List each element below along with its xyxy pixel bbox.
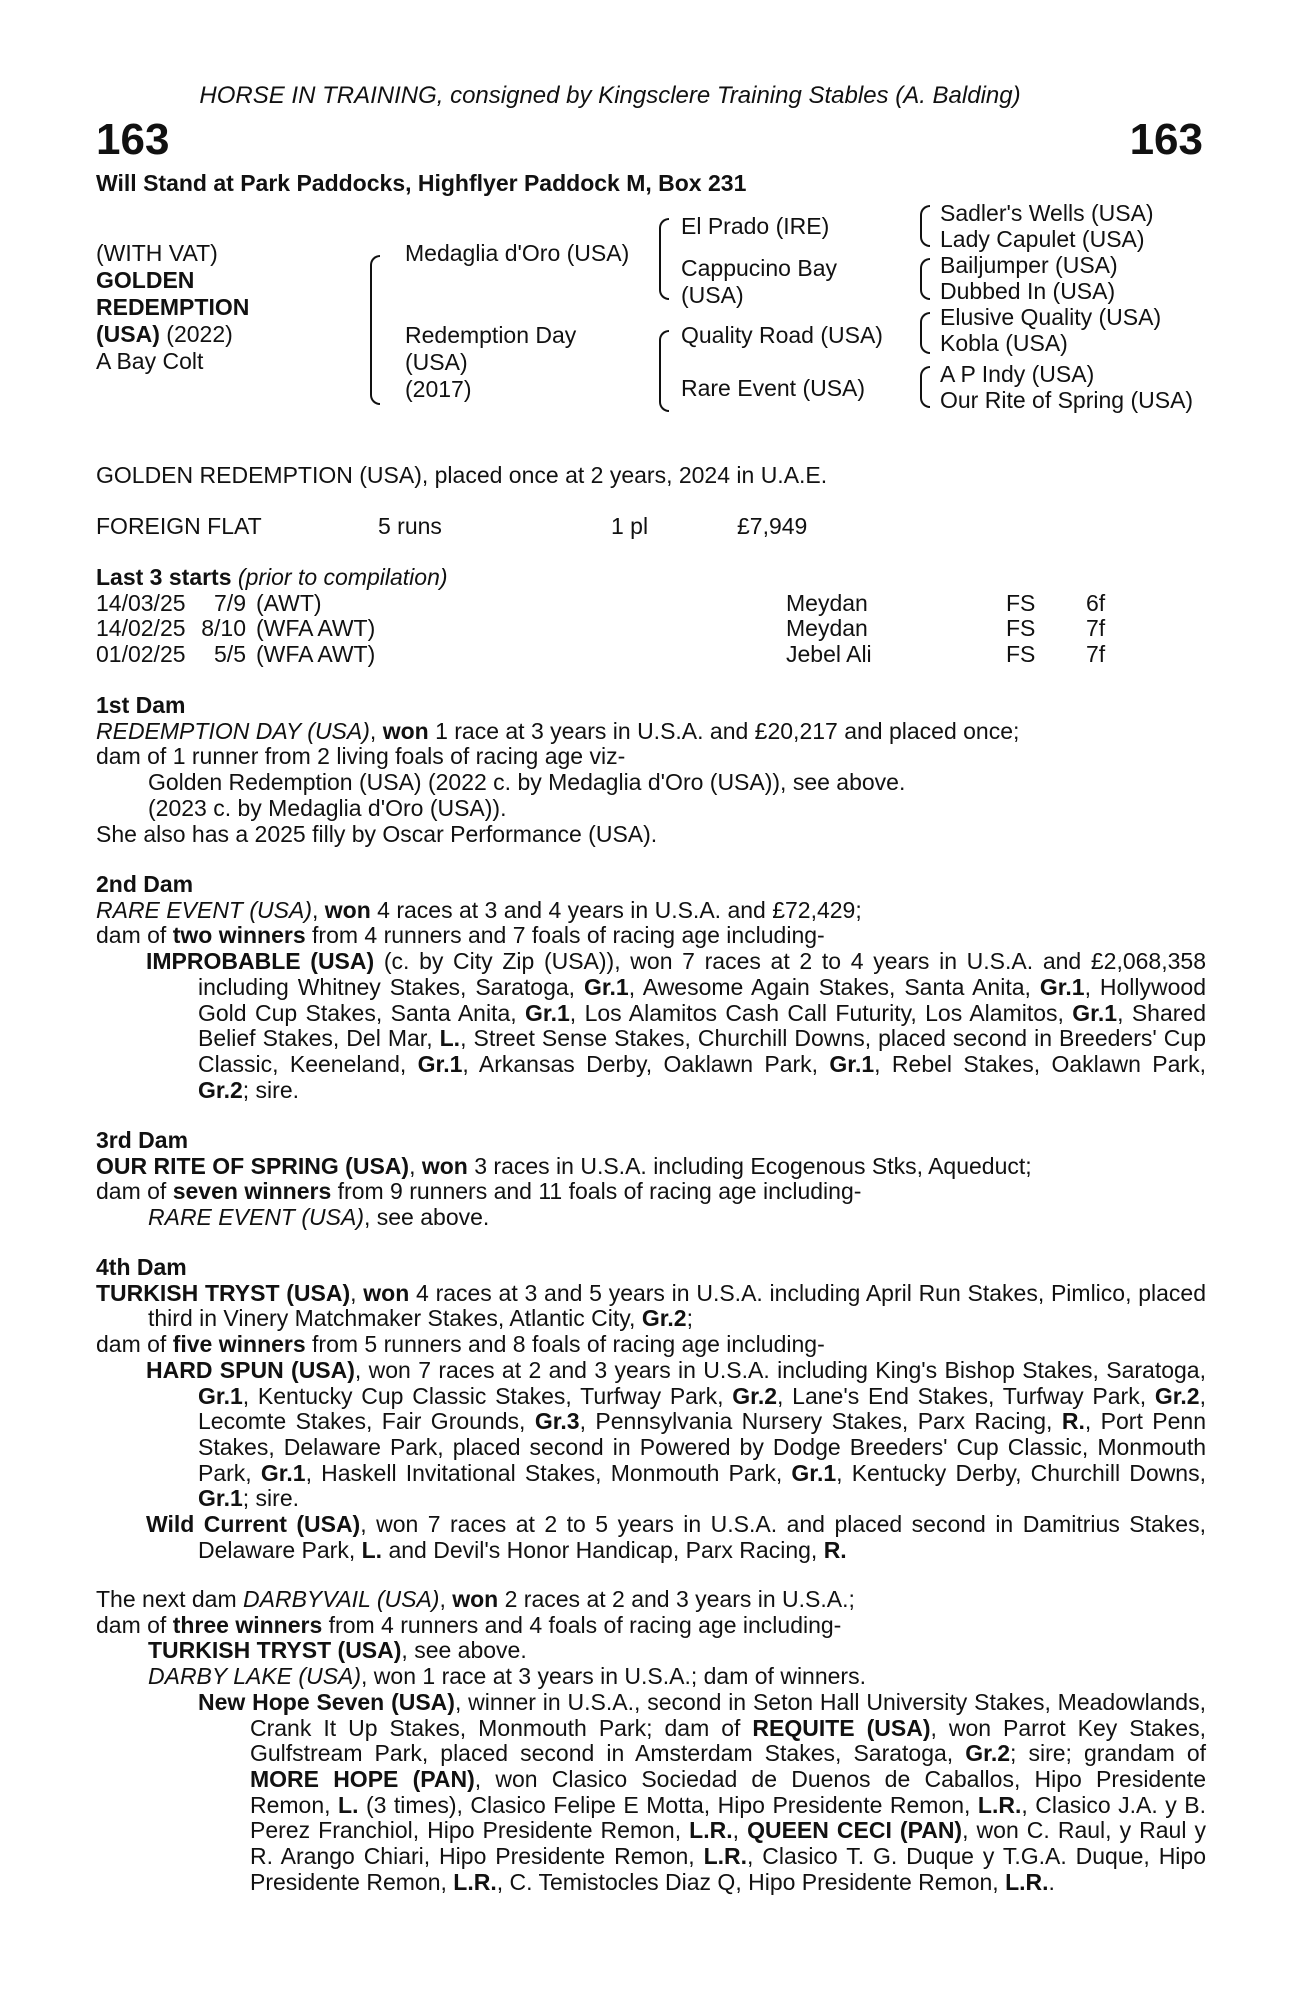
grade: Gr.1 [260, 1459, 306, 1486]
fourth-dam-section [96, 1255, 1206, 1563]
start-dist: 7f [1086, 641, 1106, 668]
text: , Clasico J.A. y B. Perez Franchiol, Hipo Presidente Remon, [250, 1791, 1206, 1844]
produce-prefix: dam of [96, 1178, 173, 1205]
produce-suffix: from 4 runners and 7 foals of racing age including- [305, 922, 825, 949]
pedigree-dss: Elusive Quality (USA) [940, 304, 1162, 330]
start-going: FS [1006, 641, 1036, 668]
text: ; sire; grandam of [1010, 1740, 1206, 1767]
first-dam-name: REDEMPTION DAY (USA) [96, 717, 370, 744]
winners-count: three winners [172, 1611, 323, 1638]
last-starts-title: Last 3 starts [96, 564, 232, 590]
grade: L.R. [453, 1868, 497, 1895]
third-dam-title: 3rd Dam [96, 1127, 189, 1153]
produce-prefix: dam of [96, 1611, 173, 1638]
text: , Pennsylvania Nursery Stakes, Parx Racing, [579, 1408, 1062, 1435]
record-prize: £7,949 [737, 513, 808, 539]
pedigree-dam-sire: Quality Road (USA) [681, 322, 883, 348]
second-dam-text: 4 races at 3 and 4 years in U.S.A. and £72,429; [370, 896, 862, 923]
first-dam-section: 1st Dam REDEMPTION DAY (USA), won 1 race at 3 years in U.S.A. and £20,217 and placed once; dam of 1 runner from 2 living foals of racing age viz- Golden Redemption (USA) (2022 c. by Medaglia d'Oro (USA)), see above. (2023 c. by Medaglia d'Oro (USA)). She also has a 2025 filly by Oscar Performance (USA). [96, 693, 1206, 847]
won-label: won [421, 1152, 468, 1179]
pedigree-dam-line1: Redemption Day [405, 322, 577, 348]
text: , Clasico T. G. Duque y T.G.A. Duque, Hipo Presidente Remon, [250, 1843, 1206, 1895]
pedigree-dam-line3: (2017) [405, 376, 472, 402]
third-dam-text: 3 races in U.S.A. including Ecogenous Stks, Aqueduct; [467, 1152, 1032, 1179]
pedigree-sire: Medaglia d'Oro (USA) [405, 240, 630, 266]
grade: Gr.1 [417, 1050, 463, 1077]
won-label: won [382, 717, 429, 744]
text: ; [686, 1305, 693, 1332]
start-going: FS [1006, 589, 1036, 616]
produce-prefix: dam of [96, 922, 173, 949]
grade: Gr.1 [1039, 973, 1085, 1000]
lot-number-right: 163 [1129, 115, 1203, 164]
text: , Lecomte Stakes, Fair Grounds, [198, 1382, 1206, 1435]
grade: Gr.1 [791, 1459, 837, 1486]
last-starts [96, 565, 1206, 668]
pedigree-third-gen-top [940, 200, 1161, 356]
hard-spun-entry [96, 1358, 1206, 1512]
horse-info [96, 240, 249, 375]
pedigree-dam-dam: Rare Event (USA) [681, 375, 866, 401]
grade: Gr.1 [525, 999, 570, 1026]
start-pos: 8/10 [201, 615, 246, 642]
text: , Los Alamitos Cash Call Futurity, Los Alamitos, [569, 999, 1073, 1026]
text: , won Parrot Key Stakes, Gulfstream Park, placed second in Amsterdam Stakes, Saratoga, [250, 1714, 1206, 1767]
horse-year: (2022) [159, 321, 233, 347]
first-dam-note: She also has a 2025 filly by Oscar Performance (USA). [96, 820, 658, 847]
grade: L.R. [1005, 1868, 1049, 1895]
pedigree-dam-line2: (USA) [405, 349, 468, 375]
first-dam-produce-line: dam of 1 runner from 2 living foals of racing age viz- [96, 743, 626, 770]
grade: L.R. [977, 1791, 1022, 1818]
lot-number-left: 163 [96, 115, 170, 164]
pedigree-brace-1 [370, 255, 380, 405]
first-dam-title: 1st Dam [96, 692, 186, 718]
queen-ceci-name: QUEEN CECI (PAN) [747, 1817, 963, 1844]
produce-prefix: dam of [96, 1331, 173, 1358]
text: 2 races at 2 and 3 years in U.S.A.; [498, 1586, 855, 1612]
start-row [96, 591, 1206, 617]
start-date: 14/03/25 [96, 589, 186, 616]
next-dam-section [96, 1587, 1206, 1895]
horse-name-line2: REDEMPTION [96, 294, 250, 320]
catalogue-header: HORSE IN TRAINING, consigned by Kingsclere Training Stables (A. Balding) [199, 82, 1021, 109]
darby-lake-name: DARBY LAKE (USA) [148, 1663, 362, 1690]
text: . [1048, 1868, 1055, 1895]
grade: R. [823, 1536, 847, 1563]
horse-name-line3: (USA) [96, 321, 160, 347]
turkish-tryst-ref: TURKISH TRYST (USA) [148, 1637, 402, 1664]
text: 4 races at 3 and 5 years in U.S.A. including April Run Stakes, Pimlico, placed third in Vinery Matchmaker Stakes, Atlantic City, [148, 1279, 1207, 1332]
text: , Hollywood Gold Cup Stakes, Santa Anita, [198, 973, 1206, 1026]
pedigree-sire-sire: El Prado (IRE) [681, 213, 830, 239]
second-dam-section: 2nd Dam RARE EVENT (USA), won 4 races at 3 and 4 years in U.S.A. and £72,429; dam of two winners from 4 runners and 7 foals of racing age including- IMPROBABLE (USA) (c. by City Zip (USA)), won 7 races at 2 to 4 years in U.S.A. and £2,068,358 including Whitney Stakes, Saratoga, Gr.1, Awesome Again Stakes, Santa Anita, Gr.1, Hollywood Gold Cup Stakes, Santa Anita, Gr.1, Los Alamitos Cash Call Futurity, Los Alamitos, Gr.1, Shared Belief Stakes, Del Mar, L., Street Sense Stakes, Churchill Downs, placed second in Breeders' Cup Classic, Keeneland, Gr.1, Arkansas Derby, Oaklawn Park, Gr.1, Rebel Stakes, Oaklawn Park, Gr.2; sire. [96, 871, 1206, 1103]
text: , [732, 1817, 748, 1844]
text: ; sire. [242, 1485, 299, 1512]
start-race: (AWT) [256, 589, 322, 616]
pedigree-sire-dam [681, 255, 837, 309]
horse-name-line1: GOLDEN [96, 267, 195, 293]
text: , Street Sense Stakes, Churchill Downs, placed second in Breeders' Cup Classic, Keeneland, [198, 1025, 1206, 1077]
pedigree-ddd: Our Rite of Spring (USA) [940, 387, 1194, 413]
start-race: (WFA AWT) [256, 641, 376, 668]
winners-count: seven winners [172, 1178, 332, 1205]
last-starts-note: (prior to compilation) [231, 564, 448, 590]
grade: Gr.1 [829, 1050, 875, 1077]
record-label: FOREIGN FLAT [96, 513, 262, 539]
first-dam-text: 1 race at 3 years in U.S.A. and £20,217 and placed once; [428, 717, 1020, 744]
first-dam-foal-1: Golden Redemption (USA) (2022 c. by Medaglia d'Oro (USA)), see above. [148, 769, 906, 796]
third-dam-name: OUR RITE OF SPRING (USA) [96, 1152, 410, 1179]
more-hope-name: MORE HOPE (PAN) [250, 1765, 475, 1792]
last-starts-rows [96, 591, 1206, 668]
start-going: FS [1006, 615, 1036, 642]
start-course: Meydan [786, 589, 868, 616]
start-race: (WFA AWT) [256, 615, 376, 642]
text: , Kentucky Cup Classic Stakes, Turfway Park, [242, 1382, 733, 1409]
second-dam-title: 2nd Dam [96, 871, 194, 897]
text: , C. Temistocles Diaz Q, Hipo Presidente Remon, [496, 1868, 1006, 1895]
grade: R. [1061, 1408, 1085, 1435]
won-label: won [452, 1586, 499, 1612]
text: , Kentucky Derby, Churchill Downs, [836, 1459, 1206, 1486]
fourth-dam-line: TURKISH TRYST (USA), won 4 races at 3 and 5 years in U.S.A. including April Run Stakes, Pimlico, placed third in Vinery Matchmaker Stakes, Atlantic City, Gr.2; [96, 1279, 1207, 1332]
grade: Gr.2 [1154, 1382, 1200, 1409]
start-row [96, 616, 1206, 642]
pedigree-dsd: Kobla (USA) [940, 330, 1068, 356]
grade: Gr.1 [1072, 999, 1118, 1026]
pedigree-dam [405, 322, 576, 403]
grade: L. [439, 1025, 461, 1052]
grade: L.R. [689, 1817, 733, 1844]
pedigree-brace-3 [659, 330, 669, 412]
horse-sex: A Bay Colt [96, 348, 204, 374]
third-dam-section: 3rd Dam OUR RITE OF SPRING (USA), won 3 races in U.S.A. including Ecogenous Stks, Aqueduct; dam of seven winners from 9 runners and 11 foals of racing age including- RARE EVENT (USA), see above. [96, 1128, 1206, 1231]
grade: Gr.2 [641, 1305, 687, 1332]
pedigree-sdd: Dubbed In (USA) [940, 278, 1116, 304]
pedigree-brace-6 [920, 312, 930, 354]
start-pos: 5/5 [214, 641, 246, 668]
start-course: Meydan [786, 615, 868, 642]
produce-suffix: from 5 runners and 8 foals of racing age including- [305, 1331, 825, 1358]
new-hope-seven-name: New Hope Seven (USA) [198, 1688, 455, 1715]
produce-suffix: from 9 runners and 11 foals of racing age including- [331, 1178, 862, 1205]
won-label: won [324, 896, 371, 923]
text: , won C. Raul, y Raul y R. Arango Chiari, Hipo Presidente Remon, [250, 1817, 1207, 1870]
see-above: , see above. [363, 1204, 490, 1231]
pedigree-third-gen-bottom [940, 361, 1193, 413]
text: , won 7 races at 2 and 3 years in U.S.A. including King's Bishop Stakes, Saratoga, [354, 1356, 1206, 1383]
fourth-dam-title: 4th Dam [96, 1254, 187, 1280]
pedigree-sire-dam-line2: (USA) [681, 282, 744, 308]
vat-note: (WITH VAT) [96, 240, 218, 266]
pedigree-sss: Sadler's Wells (USA) [940, 200, 1154, 226]
text: , Shared Belief Stakes, Del Mar, [198, 999, 1206, 1052]
text: , [439, 1586, 453, 1612]
first-dam-foal-2: (2023 c. by Medaglia d'Oro (USA)). [148, 794, 507, 821]
improbable-name: IMPROBABLE (USA) [146, 948, 375, 975]
text: , Haskell Invitational Stakes, Monmouth Park, [305, 1459, 792, 1486]
text: , won 7 races at 2 to 5 years in U.S.A. and placed second in Damitrius Stakes, Delaware Park, [198, 1511, 1206, 1563]
wild-current-name: Wild Current (USA) [146, 1511, 361, 1538]
text: , Lane's End Stakes, Turfway Park, [777, 1382, 1155, 1409]
pedigree-sire-dam-line1: Cappucino Bay [681, 255, 837, 281]
winners-count: two winners [172, 922, 306, 949]
grade: L.R. [703, 1843, 748, 1870]
text: , won 1 race at 3 years in U.S.A.; dam of winners. [361, 1663, 866, 1690]
pedigree-ssd: Lady Capulet (USA) [940, 226, 1145, 252]
text: The next dam [96, 1586, 244, 1612]
see-above: , see above. [401, 1637, 527, 1664]
grade: L. [338, 1791, 359, 1818]
pedigree-dds: A P Indy (USA) [940, 361, 1095, 387]
start-date: 14/02/25 [96, 615, 186, 642]
start-dist: 7f [1086, 615, 1106, 642]
text: , Arkansas Derby, Oaklawn Park, [462, 1050, 830, 1077]
grade: Gr.2 [732, 1382, 778, 1409]
requite-name: REQUITE (USA) [752, 1714, 931, 1741]
grade: Gr.1 [198, 1382, 243, 1409]
grade: Gr.1 [198, 1485, 243, 1512]
pedigree-sds: Bailjumper (USA) [940, 252, 1118, 278]
wild-current-entry [96, 1512, 1206, 1563]
record-runs: 5 runs [378, 513, 442, 539]
race-summary: GOLDEN REDEMPTION (USA), placed once at 2 years, 2024 in U.A.E. [96, 462, 828, 488]
pedigree-brace-4 [920, 205, 930, 247]
new-hope-seven-entry [96, 1690, 1206, 1896]
grade: Gr.2 [965, 1740, 1011, 1767]
text: , winner in U.S.A., second in Seton Hall University Stakes, Meadowlands, Crank It Up Stakes, Monmouth Park; dam of [250, 1688, 1206, 1741]
stand-location: Will Stand at Park Paddocks, Highflyer Paddock M, Box 231 [96, 170, 747, 196]
grade: Gr.3 [534, 1408, 580, 1435]
winners-count: five winners [172, 1331, 306, 1358]
text: , Awesome Again Stakes, Santa Anita, [628, 973, 1040, 1000]
next-dam-name: DARBYVAIL (USA) [243, 1586, 440, 1612]
text: , Port Penn Stakes, Delaware Park, placed second in Powered by Dodge Breeders' Cup Classic, Monmouth Park, [198, 1408, 1206, 1486]
record-placed: 1 pl [611, 513, 649, 539]
fourth-dam-name: TURKISH TRYST (USA) [96, 1279, 351, 1306]
text: ; sire. [242, 1076, 299, 1103]
second-dam-name: RARE EVENT (USA) [96, 896, 312, 923]
hard-spun-name: HARD SPUN (USA) [146, 1356, 355, 1383]
text: (3 times), Clasico Felipe E Motta, Hipo Presidente Remon, [358, 1791, 978, 1818]
rare-event-ref: RARE EVENT (USA) [148, 1204, 364, 1231]
grade: Gr.2 [198, 1076, 243, 1103]
won-label: won [363, 1279, 410, 1306]
produce-suffix: from 4 runners and 4 foals of racing age including- [322, 1611, 842, 1638]
pedigree-brace-5 [920, 258, 930, 300]
text: , won Clasico Sociedad de Duenos de Caballos, Hipo Presidente Remon, [250, 1765, 1206, 1818]
start-row [96, 642, 1206, 668]
start-date: 01/02/25 [96, 641, 186, 668]
grade: L. [361, 1536, 383, 1563]
improbable-entry [96, 949, 1206, 1103]
text: (c. by City Zip (USA)), won 7 races at 2 to 4 years in U.S.A. and £2,068,358 including Whitney Stakes, Saratoga, [198, 948, 1206, 1000]
grade: Gr.1 [583, 973, 629, 1000]
text: , Rebel Stakes, Oaklawn Park, [874, 1050, 1206, 1077]
text: and Devil's Honor Handicap, Parx Racing, [382, 1536, 824, 1563]
start-pos: 7/9 [214, 589, 246, 616]
pedigree-brace-2 [659, 218, 669, 300]
start-dist: 6f [1086, 589, 1106, 616]
start-course: Jebel Ali [786, 641, 872, 668]
pedigree-brace-7 [920, 366, 930, 408]
